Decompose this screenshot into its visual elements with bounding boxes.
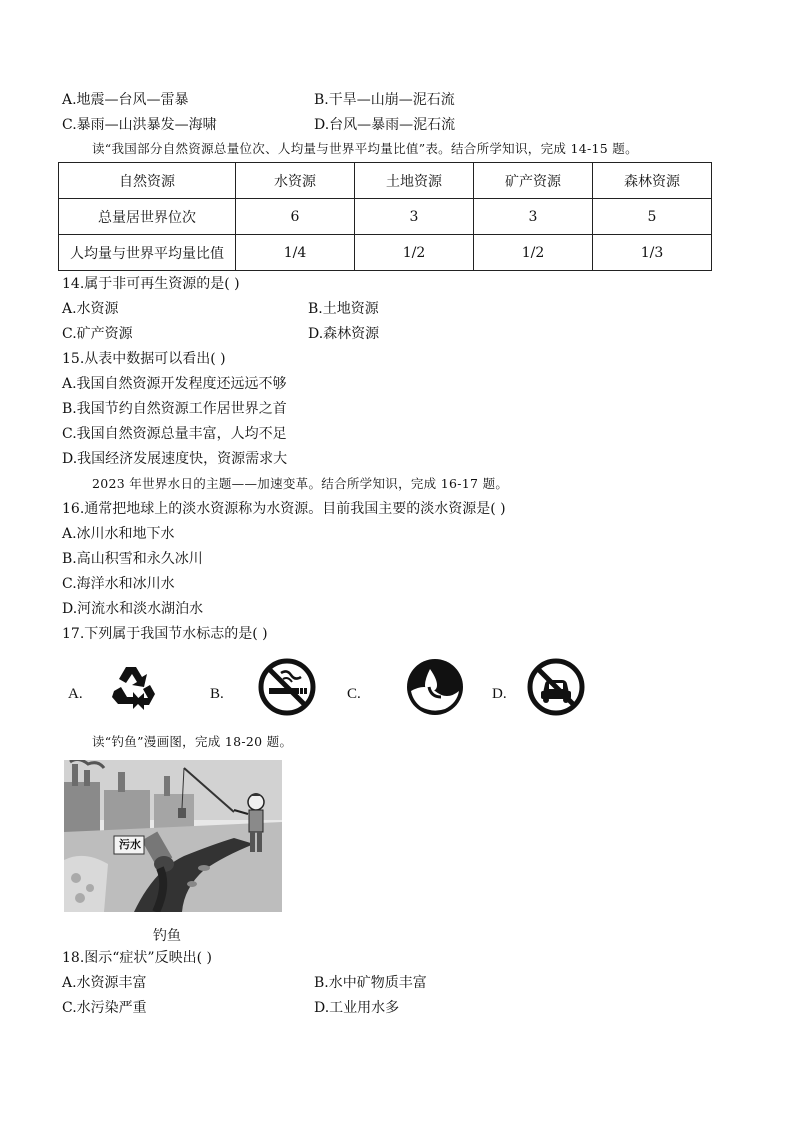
q14-option-b: B.土地资源 bbox=[308, 301, 379, 317]
sewage-label: 污水 bbox=[119, 838, 141, 851]
cartoon-caption: 钓鱼 bbox=[153, 928, 181, 944]
option-d: D.台风—暴雨—泥石流 bbox=[314, 117, 456, 133]
resource-table bbox=[58, 162, 712, 271]
table-cell: 1/2 bbox=[474, 235, 593, 271]
table-row bbox=[59, 235, 712, 271]
q16-option-c: C.海洋水和冰川水 bbox=[62, 576, 175, 592]
option-a: A.地震—台风—雷暴 bbox=[62, 92, 189, 108]
question-16-stem: 16.通常把地球上的淡水资源称为水资源。目前我国主要的淡水资源是( ) bbox=[62, 501, 506, 517]
table-header-cell: 森林资源 bbox=[593, 163, 712, 199]
q18-option-a: A.水资源丰富 bbox=[62, 975, 147, 991]
intro-14-15: 读“我国部分自然资源总量位次、人均量与世界平均量比值”表。结合所学知识，完成 14-15 题。 bbox=[92, 141, 638, 156]
table-cell: 3 bbox=[474, 199, 593, 235]
table-header-cell: 矿产资源 bbox=[474, 163, 593, 199]
fishing-cartoon bbox=[64, 760, 282, 912]
q15-option-b: B.我国节约自然资源工作居世界之首 bbox=[62, 401, 287, 417]
table-cell: 5 bbox=[593, 199, 712, 235]
table-header-cell: 自然资源 bbox=[59, 163, 236, 199]
option-c: C.暴雨—山洪暴发—海啸 bbox=[62, 117, 217, 133]
table-header-cell: 土地资源 bbox=[355, 163, 474, 199]
intro-18-20: 读“钓鱼”漫画图，完成 18-20 题。 bbox=[92, 734, 293, 749]
q15-option-d: D.我国经济发展速度快，资源需求大 bbox=[62, 451, 288, 467]
q18-option-d: D.工业用水多 bbox=[314, 1000, 400, 1016]
q17-label-c: C. bbox=[347, 686, 361, 702]
no-smoking-icon bbox=[257, 657, 317, 717]
table-cell: 6 bbox=[236, 199, 355, 235]
question-18-stem: 18.图示“症状”反映出( ) bbox=[62, 950, 212, 966]
q14-option-a: A.水资源 bbox=[62, 301, 119, 317]
intro-16-17: 2023 年世界水日的主题——加速变革。结合所学知识，完成 16-17 题。 bbox=[92, 476, 509, 491]
q17-label-d: D. bbox=[492, 686, 507, 702]
table-row bbox=[59, 199, 712, 235]
q18-option-b: B.水中矿物质丰富 bbox=[314, 975, 427, 991]
table-cell: 1/3 bbox=[593, 235, 712, 271]
recycle-icon bbox=[106, 661, 162, 713]
question-15-stem: 15.从表中数据可以看出( ) bbox=[62, 351, 226, 367]
q17-label-b: B. bbox=[210, 686, 224, 702]
water-saving-icon bbox=[405, 657, 465, 717]
table-cell: 人均量与世界平均量比值 bbox=[59, 235, 236, 271]
table-cell: 1/4 bbox=[236, 235, 355, 271]
question-14-stem: 14.属于非可再生资源的是( ) bbox=[62, 276, 240, 292]
q14-option-d: D.森林资源 bbox=[308, 326, 380, 342]
option-b: B.干旱—山崩—泥石流 bbox=[314, 92, 455, 108]
q16-option-a: A.冰川水和地下水 bbox=[62, 526, 175, 542]
table-cell: 总量居世界位次 bbox=[59, 199, 236, 235]
q18-option-c: C.水污染严重 bbox=[62, 1000, 147, 1016]
q15-option-c: C.我国自然资源总量丰富，人均不足 bbox=[62, 426, 287, 442]
q17-label-a: A. bbox=[68, 686, 83, 702]
q16-option-d: D.河流水和淡水湖泊水 bbox=[62, 601, 204, 617]
no-vehicles-icon bbox=[526, 657, 586, 717]
question-17-stem: 17.下列属于我国节水标志的是( ) bbox=[62, 626, 268, 642]
q14-option-c: C.矿产资源 bbox=[62, 326, 133, 342]
table-header-row bbox=[59, 163, 712, 199]
q16-option-b: B.高山积雪和永久冰川 bbox=[62, 551, 203, 567]
table-cell: 3 bbox=[355, 199, 474, 235]
table-cell: 1/2 bbox=[355, 235, 474, 271]
table-header-cell: 水资源 bbox=[236, 163, 355, 199]
q15-option-a: A.我国自然资源开发程度还远远不够 bbox=[62, 376, 287, 392]
